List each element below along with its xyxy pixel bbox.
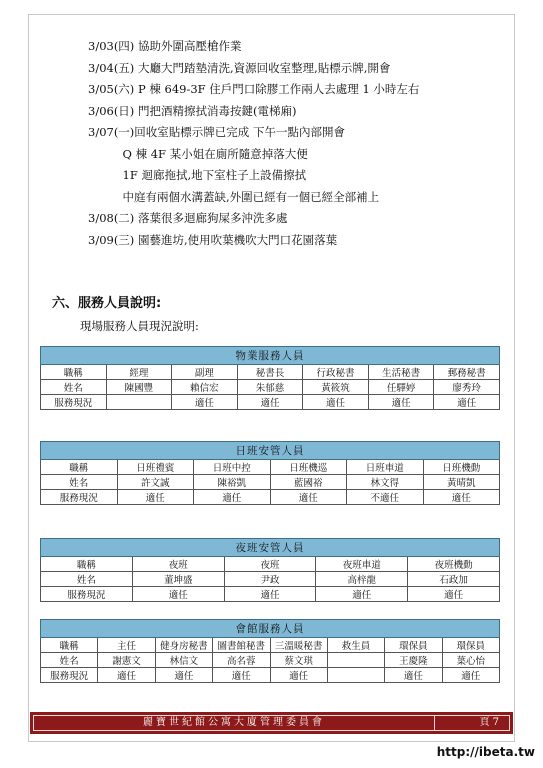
row-label: 職稱 — [41, 638, 98, 653]
table-cell: 林文得 — [347, 475, 424, 490]
log-line: 3/08(二) 落葉很多迴廊狗屎多沖洗多處 — [88, 211, 288, 225]
table-cell: 適任 — [270, 668, 327, 683]
table-cell: 葉心怡 — [442, 653, 499, 668]
table-cell: 適任 — [385, 668, 442, 683]
row-label: 姓名 — [41, 653, 98, 668]
log-line: 3/06(日) 門把酒精擦拭消毒按鍵(電梯廂) — [88, 103, 297, 118]
footer-committee-name: 麗寶世紀館公寓大廈管理委員會 — [143, 717, 325, 728]
row-label: 服務現況 — [41, 490, 118, 505]
watermark-url: http://ibeta.tw — [436, 745, 535, 759]
table-cell: 許文誠 — [117, 475, 194, 490]
log-line: 1F 迴廊拖拭,地下室柱子上設備擦拭 — [88, 168, 307, 182]
clubhouse-staff-table — [40, 619, 500, 683]
log-line: Q 棟 4F 某小姐在廁所隨意掉落大便 — [88, 146, 308, 161]
table-cell: 適任 — [194, 490, 271, 505]
table-cell: 日班禮賓 — [117, 460, 194, 475]
table-cell: 蔡文琪 — [270, 653, 327, 668]
table-cell: 石政加 — [408, 572, 500, 587]
table-cell: 秘書長 — [237, 365, 303, 380]
table-row — [41, 653, 500, 668]
table-cell: 日班機動 — [423, 460, 500, 475]
table-cell: 任驛婷 — [368, 380, 434, 395]
table-cell: 環保員 — [442, 638, 499, 653]
table-cell: 圖書館秘書 — [213, 638, 270, 653]
table-cell: 日班車道 — [347, 460, 424, 475]
log-line: 3/05(六) P 棟 649-3F 住戶門口除膠工作兩人去處理 1 小時左右 — [88, 82, 420, 96]
table-cell: 生活秘書 — [368, 365, 434, 380]
page-number: 頁 7 — [479, 717, 499, 728]
table-cell: 適任 — [368, 395, 434, 410]
table-cell: 陳裕凱 — [194, 475, 271, 490]
section-heading: 六、服務人員說明: — [52, 296, 162, 311]
table-cell: 適任 — [155, 668, 212, 683]
footer-divider — [434, 716, 435, 730]
table-cell: 夜班 — [224, 557, 316, 572]
table-cell: 高梓龍 — [316, 572, 408, 587]
table-cell: 王慶隆 — [385, 653, 442, 668]
table-cell: 不適任 — [347, 490, 424, 505]
row-label: 職稱 — [41, 365, 107, 380]
row-label: 姓名 — [41, 475, 118, 490]
work-log-list — [88, 36, 508, 251]
log-line: 3/09(三) 園藝進坊,使用吹葉機吹大門口花園落葉 — [88, 232, 338, 247]
table-cell: 黃晴凱 — [423, 475, 500, 490]
table-cell: 夜班機動 — [408, 557, 500, 572]
table-cell: 適任 — [98, 668, 155, 683]
table-cell: 主任 — [98, 638, 155, 653]
table-cell: 經理 — [106, 365, 172, 380]
table-cell: 副理 — [172, 365, 238, 380]
table-row — [41, 395, 500, 410]
table-cell: 黃筱筑 — [303, 380, 369, 395]
row-label: 職稱 — [41, 460, 118, 475]
table-cell — [106, 395, 172, 410]
table-row — [41, 380, 500, 395]
row-label: 姓名 — [41, 380, 107, 395]
table-cell — [327, 668, 384, 683]
table-cell: 高名蓉 — [213, 653, 270, 668]
table-title: 日班安管人員 — [41, 442, 500, 460]
row-label: 姓名 — [41, 572, 133, 587]
row-label: 服務現況 — [41, 395, 107, 410]
row-label: 服務現況 — [41, 668, 98, 683]
table-cell: 適任 — [434, 395, 500, 410]
table-cell: 適任 — [224, 587, 316, 602]
footer-inner — [33, 715, 510, 731]
table-cell: 適任 — [408, 587, 500, 602]
table-cell: 三溫暖秘書 — [270, 638, 327, 653]
table-title: 會館服務人員 — [41, 620, 500, 638]
table-cell: 賴信宏 — [172, 380, 238, 395]
table-cell: 夜班 — [132, 557, 224, 572]
table-cell: 適任 — [237, 395, 303, 410]
table-cell: 適任 — [117, 490, 194, 505]
table-cell: 救生員 — [327, 638, 384, 653]
table-row — [41, 460, 500, 475]
log-line: 3/03(四) 協助外圍高壓槍作業 — [88, 39, 242, 53]
property-staff-table — [40, 346, 500, 410]
table-cell: 環保員 — [385, 638, 442, 653]
table-cell: 郵務秘書 — [434, 365, 500, 380]
table-cell: 藍國裕 — [270, 475, 347, 490]
table-cell: 謝憲文 — [98, 653, 155, 668]
table-row — [41, 475, 500, 490]
table-row — [41, 557, 500, 572]
table-title: 夜班安管人員 — [41, 539, 500, 557]
table-cell: 適任 — [316, 587, 408, 602]
row-label: 職稱 — [41, 557, 133, 572]
table-row — [41, 572, 500, 587]
table-cell — [327, 653, 384, 668]
table-cell: 適任 — [423, 490, 500, 505]
section-subheading: 現場服務人員現況說明: — [80, 319, 199, 333]
table-cell: 適任 — [270, 490, 347, 505]
table-row — [41, 638, 500, 653]
table-cell: 陳國豐 — [106, 380, 172, 395]
table-cell: 尹政 — [224, 572, 316, 587]
table-cell: 適任 — [303, 395, 369, 410]
table-row — [41, 587, 500, 602]
table-cell: 日班中控 — [194, 460, 271, 475]
table-cell: 董坤盛 — [132, 572, 224, 587]
table-title: 物業服務人員 — [41, 347, 500, 365]
table-cell: 適任 — [132, 587, 224, 602]
table-cell: 行政秘書 — [303, 365, 369, 380]
table-cell: 適任 — [442, 668, 499, 683]
table-row — [41, 365, 500, 380]
day-security-table — [40, 441, 500, 505]
log-line: 中庭有兩個水溝蓋缺,外圍已經有一個已經全部補上 — [88, 189, 380, 204]
table-row — [41, 490, 500, 505]
table-cell: 日班機巡 — [270, 460, 347, 475]
row-label: 服務現況 — [41, 587, 133, 602]
table-cell: 廖秀玲 — [434, 380, 500, 395]
table-cell: 適任 — [172, 395, 238, 410]
table-cell: 夜班車道 — [316, 557, 408, 572]
log-line: 3/07(一)回收室貼標示牌已完成 下午一點內部開會 — [88, 125, 345, 139]
table-cell: 朱郁慈 — [237, 380, 303, 395]
log-line: 3/04(五) 大廳大門踏墊清洗,資源回收室整理,貼標示牌,開會 — [88, 60, 391, 75]
table-cell: 林信文 — [155, 653, 212, 668]
page-footer — [30, 712, 513, 734]
table-cell: 健身房秘書 — [155, 638, 212, 653]
table-cell: 適任 — [213, 668, 270, 683]
table-row — [41, 668, 500, 683]
night-security-table — [40, 538, 500, 602]
